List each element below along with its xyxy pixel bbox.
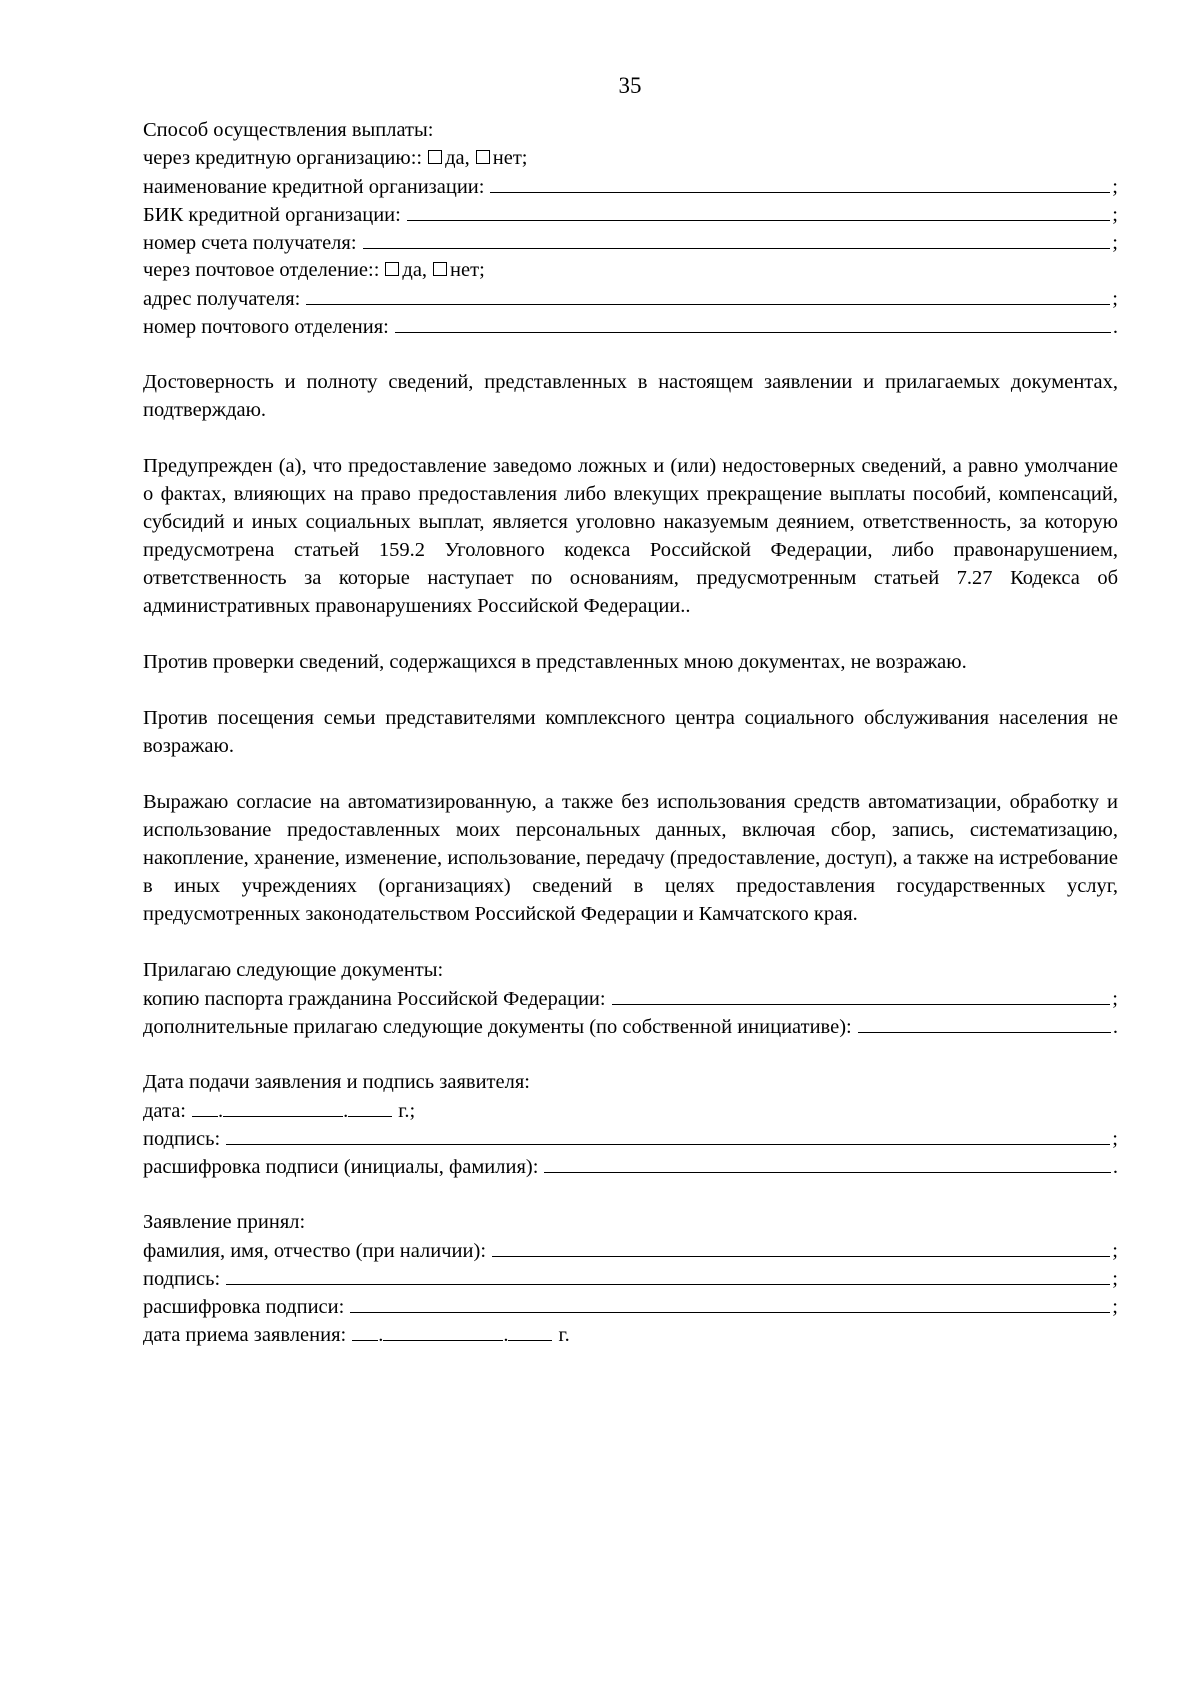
date-month-field[interactable] [223, 1096, 343, 1117]
date-year-field[interactable] [348, 1096, 392, 1117]
receive-year-field[interactable] [508, 1320, 552, 1341]
bank-name-field[interactable] [490, 172, 1110, 193]
account-line: номер счета получателя: ; [143, 228, 1118, 256]
verification-paragraph: Против проверки сведений, содержащихся в представленных мною документах, не возражаю. [143, 651, 967, 673]
address-field[interactable] [306, 284, 1110, 305]
receiver-signature-field[interactable] [226, 1264, 1110, 1285]
applicant-date-line: дата: . . г.; [143, 1096, 1118, 1124]
applicant-signature-field[interactable] [226, 1124, 1110, 1145]
post-no-label: нет; [450, 259, 485, 281]
receiver-signature-line: подпись: ; [143, 1264, 1118, 1292]
documents-heading: Прилагаю следующие документы: [143, 959, 444, 981]
receiver-decode-line: расшифровка подписи: ; [143, 1292, 1118, 1320]
confirmation-paragraph: Достоверность и полноту сведений, представленных в настоящем заявлении и прилагаемых документах, подтверждаю. [143, 371, 1118, 421]
bank-option-line: через кредитную организацию:: да, нет; [143, 144, 1118, 172]
post-office-field[interactable] [395, 312, 1111, 333]
bik-line: БИК кредитной организации: ; [143, 200, 1118, 228]
account-field[interactable] [363, 228, 1111, 249]
receive-day-field[interactable] [352, 1320, 378, 1341]
receiver-decode-field[interactable] [350, 1292, 1110, 1313]
additional-docs-field[interactable] [858, 1012, 1111, 1033]
consent-paragraph: Выражаю согласие на автоматизированную, а также без использования средств автоматизации, обработку и использование предоставленных моих персональных данных, включая сбор, запись, систематизацию, накопление, хранение, изменение, использование, передачу (предоставление, доступ), а также на истребование в иных учреждениях (организациях) сведений в целях предоставления государственных услуг, предусмотренных законодательством Российской Федерации и Камчатского края. [143, 791, 1118, 925]
additional-docs-line: дополнительные прилагаю следующие документы (по собственной инициативе): . [143, 1012, 1118, 1040]
receive-month-field[interactable] [383, 1320, 503, 1341]
visit-paragraph: Против посещения семьи представителями комплексного центра социального обслуживания населения не возражаю. [143, 707, 1118, 757]
page-number: 35 [618, 73, 642, 98]
warning-paragraph: Предупрежден (а), что предоставление заведомо ложных и (или) недостоверных сведений, а равно умолчание о фактах, влияющих на право предоставления либо влекущих прекращение выплаты пособий, компенсаций, субсидий и иных социальных выплат, является уголовно наказуемым деянием, ответственность, за которую предусмотрена статьей 159.2 Уголовного кодекса Российской Федерации, либо правонарушением, ответственность за которые наступает по основаниям, предусмотренным статьей 7.27 Кодекса об административных правонарушениях Российской Федерации.. [143, 455, 1118, 617]
receiver-fio-line: фамилия, имя, отчество (при наличии): ; [143, 1236, 1118, 1264]
address-line: адрес получателя: ; [143, 284, 1118, 312]
bank-no-checkbox[interactable] [476, 150, 490, 164]
receiver-date-line: дата приема заявления: . . г. [143, 1320, 1118, 1348]
passport-line: копию паспорта гражданина Российской Федерации: ; [143, 984, 1118, 1012]
date-day-field[interactable] [192, 1096, 218, 1117]
post-yes-label: да, [402, 259, 428, 281]
bank-yes-label: да, [445, 147, 470, 169]
post-no-checkbox[interactable] [433, 262, 447, 276]
bik-field[interactable] [407, 200, 1110, 221]
receiver-heading: Заявление принял: [143, 1211, 306, 1233]
applicant-decode-field[interactable] [544, 1152, 1110, 1173]
form-content [143, 116, 1118, 1348]
applicant-signature-line: подпись: ; [143, 1124, 1118, 1152]
post-yes-checkbox[interactable] [385, 262, 399, 276]
payment-heading: Способ осуществления выплаты: [143, 119, 434, 141]
post-option-line: через почтовое отделение:: да, нет; [143, 256, 1118, 284]
receiver-fio-field[interactable] [492, 1236, 1110, 1257]
bank-no-label: нет; [492, 147, 528, 169]
applicant-heading: Дата подачи заявления и подпись заявителя: [143, 1071, 530, 1093]
passport-field[interactable] [612, 984, 1111, 1005]
bank-name-line: наименование кредитной организации: ; [143, 172, 1118, 200]
post-office-line: номер почтового отделения: . [143, 312, 1118, 340]
applicant-decode-line: расшифровка подписи (инициалы, фамилия): . [143, 1152, 1118, 1180]
bank-yes-checkbox[interactable] [428, 150, 442, 164]
